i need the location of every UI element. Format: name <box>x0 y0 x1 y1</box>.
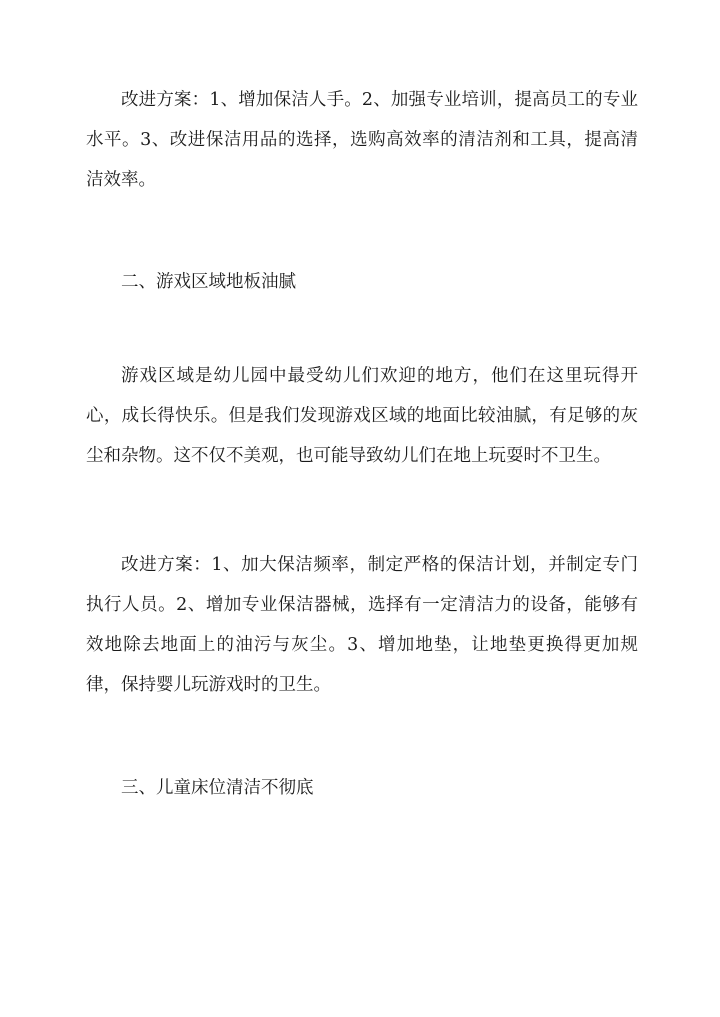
improvement-plan-paragraph-1: 改进方案：1、增加保洁人手。2、加强专业培训，提高员工的专业水平。3、改进保洁用品的选择，选购高效率的清洁剂和工具，提高清洁效率。 <box>86 90 638 190</box>
section-heading-play-area-floor: 二、游戏区域地板油腻 <box>121 272 296 292</box>
play-area-description-paragraph: 游戏区域是幼儿园中最受幼儿们欢迎的地方，他们在这里玩得开心，成长得快乐。但是我们发现游戏区域的地面比较油腻，有足够的灰尘和杂物。这不仅不美观，也可能导致幼儿们在地上玩耍时不卫生。 <box>86 366 638 466</box>
section-heading-bed-cleaning: 三、儿童床位清洁不彻底 <box>121 778 314 798</box>
improvement-plan-paragraph-2: 改进方案：1、加大保洁频率，制定严格的保洁计划，并制定专门执行人员。2、增加专业保洁器械，选择有一定清洁力的设备，能够有效地除去地面上的油污与灰尘。3、增加地垫，让地垫更换得更加规律，保持婴儿玩游戏时的卫生。 <box>86 555 638 695</box>
